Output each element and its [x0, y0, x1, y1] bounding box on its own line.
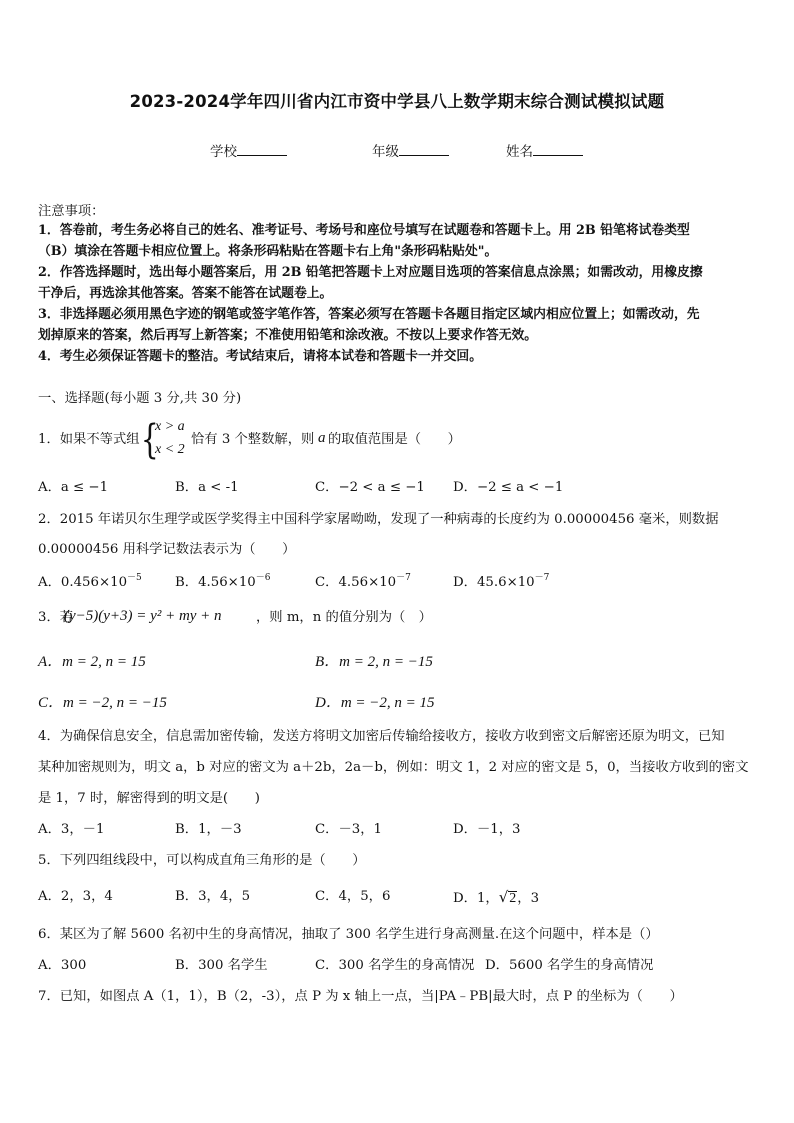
- q4-line1: 4．为确保信息安全，信息需加密传输，发送方将明文加密后传输给接收方，接收方收到密文后解密还原为明文，已知: [38, 729, 725, 744]
- q6-option-d: D．5600 名学生的身高情况: [485, 958, 654, 973]
- notice-line: 干净后，再选涂其他答案。答案不能答在试题卷上。: [38, 286, 333, 301]
- q6-option-c: C．300 名学生的身高情况: [315, 958, 475, 973]
- notice-line: 1．答卷前，考生务必将自己的姓名、准考证号、考场号和座位号填写在试题卷和答题卡上。用 2B 铅笔将试卷类型: [38, 223, 690, 238]
- q3-option-a: A．m = 2, n = 15: [38, 654, 146, 670]
- q2-line1: 2．2015 年诺贝尔生理学或医学奖得主中国科学家屠呦呦，发现了一种病毒的长度约为 0.00000456 毫米，则数据: [38, 512, 719, 527]
- q2-option-a: A．$0.456\times 10^{-5}$: [38, 573, 142, 590]
- name-blank: [533, 143, 583, 156]
- q2-line2: 0.00000456 用科学记数法表示为（ ）: [38, 542, 296, 557]
- q5-option-c: C．4，5，6: [315, 889, 391, 904]
- q5-option-a: A．2，3，4: [38, 889, 113, 904]
- q1-option-c: C．−2 < a ≤ −1: [315, 480, 425, 495]
- q2-option-d: D．$45.6\times 10^{-7}$: [453, 573, 550, 590]
- name-label: 姓名: [506, 144, 533, 160]
- q5-option-d: D．1，√2，3: [453, 888, 540, 906]
- q2-option-c: C．$4.56\times 10^{-7}$: [315, 573, 411, 590]
- q4-line2: 某种加密规则为，明文 a，b 对应的密文为 a＋2b，2a－b，例如：明文 1，2 对应的密文是 5，0，当接收方收到的密文: [38, 760, 749, 775]
- q2-option-b: B．$4.56\times 10^{-6}$: [175, 573, 271, 590]
- notice-line: 4．考生必须保证答题卡的整洁。考试结束后，请将本试卷和答题卡一并交回。: [38, 349, 482, 364]
- school-label: 学校: [210, 144, 237, 160]
- q3-option-d: D．m = −2, n = 15: [315, 695, 435, 711]
- notice-heading: 注意事项：: [38, 204, 105, 219]
- q1-prefix: 1．如果不等式组: [38, 432, 140, 447]
- q6-option-a: A．300: [38, 958, 87, 973]
- q1-system-line2: x < 2: [155, 442, 185, 457]
- q4-option-c: C．－3，1: [315, 822, 382, 837]
- q3-expression: (y−5)(y+3) = y² + my + n: [64, 608, 222, 624]
- q3-option-b: B．m = 2, n = −15: [315, 654, 433, 670]
- notice-line: 3．非选择题必须用黑色字迹的钢笔或签字笔作答，答案必须写在答题卡各题目指定区域内相应位置上；如需改动，先: [38, 307, 700, 322]
- q6-option-b: B．300 名学生: [175, 958, 268, 973]
- q4-option-b: B．1，－3: [175, 822, 242, 837]
- grade-label: 年级: [372, 144, 399, 160]
- q1-suffix-a: 恰有 3 个整数解，则: [191, 432, 315, 447]
- q3-prefix: 3．若: [38, 610, 74, 625]
- notice-line: 划掉原来的答案，然后再写上新答案；不准使用铅笔和涂改液。不按以上要求作答无效。: [38, 328, 538, 343]
- q1-option-a: A．a ≤ −1: [38, 480, 109, 495]
- q3-suffix: ，则 m，n 的值分别为（ ）: [256, 610, 432, 625]
- q3-option-c: C．m = −2, n = −15: [38, 695, 167, 711]
- q5-option-b: B．3，4，5: [175, 889, 251, 904]
- q1-suffix-b: 的取值范围是（ ）: [328, 432, 461, 447]
- q1-option-d: D．−2 ≤ a < −1: [453, 480, 564, 495]
- school-blank: [237, 143, 287, 156]
- q5-stem: 5．下列四组线段中，可以构成直角三角形的是（ ）: [38, 853, 366, 868]
- section-heading: 一、选择题(每小题 3 分,共 30 分): [38, 391, 242, 406]
- school-field: [210, 140, 287, 160]
- notice-line: 2．作答选择题时，选出每小题答案后，用 2B 铅笔把答题卡上对应题目选项的答案信息点涂黑；如需改动，用橡皮擦: [38, 265, 703, 280]
- grade-field: [372, 140, 449, 160]
- q6-stem: 6．某区为了解 5600 名初中生的身高情况，抽取了 300 名学生进行身高测量.在这个问题中，样本是（）: [38, 927, 659, 942]
- q1-brace: {: [140, 417, 159, 463]
- name-field: [506, 140, 583, 160]
- q7-stem: 7．已知，如图点 A（1，1），B（2，-3），点 P 为 x 轴上一点，当|PA﹣PB|最大时，点 P 的坐标为（ ）: [38, 989, 683, 1004]
- sqrt-radicand: 2: [509, 891, 517, 906]
- page-title: 2023-2024学年四川省内江市资中学县八上数学期末综合测试模拟试题: [129, 92, 665, 111]
- q1-option-b: B．a < -1: [175, 480, 239, 495]
- q4-option-d: D．－1，3: [453, 822, 521, 837]
- q4-line3: 是 1，7 时，解密得到的明文是( ): [38, 791, 260, 806]
- q1-var: a: [318, 430, 326, 446]
- grade-blank: [399, 143, 449, 156]
- notice-line: （B）填涂在答题卡相应位置上。将条形码粘贴在答题卡右上角"条形码粘贴处"。: [38, 244, 498, 259]
- q1-system-line1: x > a: [155, 419, 185, 434]
- q4-option-a: A．3，－1: [38, 822, 105, 837]
